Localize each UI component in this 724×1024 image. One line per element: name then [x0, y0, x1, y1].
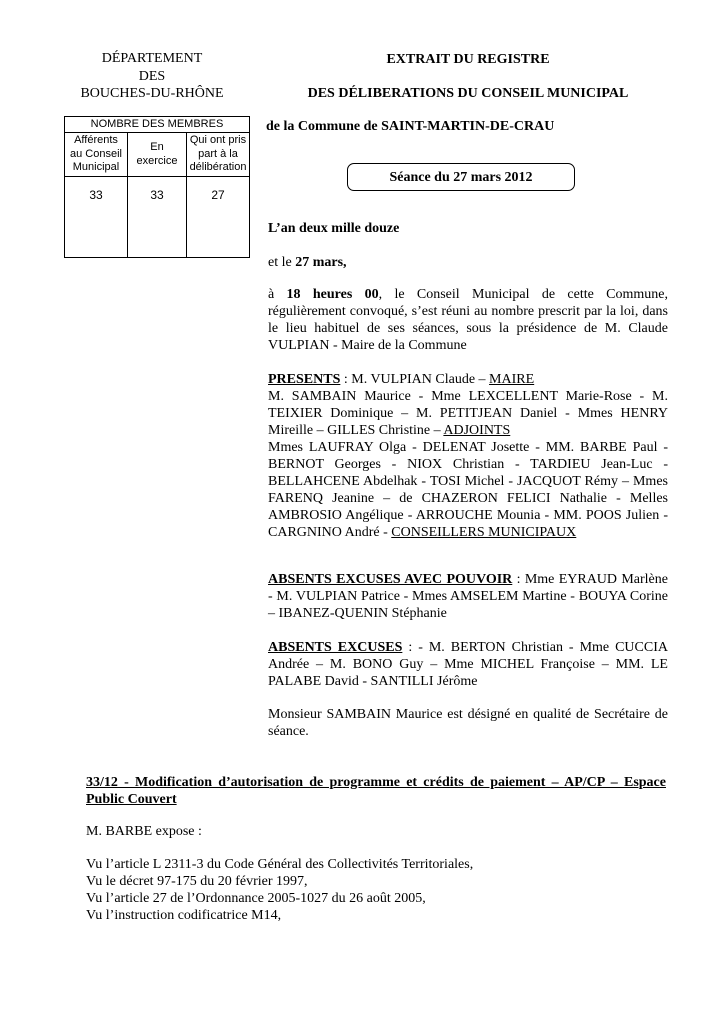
absents-pouvoir-paragraph: ABSENTS EXCUSES AVEC POUVOIR : Mme EYRAUD Marlène - M. VULPIAN Patrice - Mmes AMSELEM Martine - BOUYA Corine – IBANEZ-QUENIN Stéphanie — [268, 572, 668, 621]
department-line-1: DÉPARTEMENT — [101, 51, 203, 66]
absents-excuses-label: ABSENTS EXCUSES — [268, 640, 403, 655]
members-value-exercice: 33 — [128, 177, 187, 258]
members-col-afferents: Afférents au Conseil Municipal — [65, 133, 128, 177]
members-value-deliberation: 27 — [187, 177, 250, 258]
deliberation-title: 33/12 - Modification d’autorisation de programme et crédits de paiement – AP/CP – Espace Public Couvert — [86, 775, 666, 807]
department-header — [62, 50, 242, 103]
register-title-line-2: DES DÉLIBERATIONS DU CONSEIL MUNICIPAL — [307, 86, 629, 101]
register-title-line-1: EXTRAIT DU REGISTRE — [386, 52, 550, 67]
maire-role: MAIRE — [489, 372, 535, 387]
year-line: L’an deux mille douze — [268, 221, 400, 236]
date-line: et le 27 mars, — [268, 255, 347, 270]
vu-item: Vu l’instruction codificatrice M14, — [86, 908, 282, 923]
absents-excuses-paragraph: ABSENTS EXCUSES : - M. BERTON Christian - Mme CUCCIA Andrée – M. BONO Guy – Mme MICHEL Françoise – MM. LE PALABE David - SANTILLI Jérôme — [268, 640, 668, 689]
members-table-title: NOMBRE DES MEMBRES — [65, 117, 250, 133]
seance-box: Séance du 27 mars 2012 — [347, 163, 575, 191]
members-table — [64, 116, 250, 258]
members-col-exercice: En exercice — [128, 133, 187, 177]
conseillers-role: CONSEILLERS MUNICIPAUX — [391, 525, 577, 540]
absents-pouvoir-label: ABSENTS EXCUSES AVEC POUVOIR — [268, 572, 513, 587]
vu-item: Vu l’article 27 de l’Ordonnance 2005-1027 du 26 août 2005, — [86, 891, 426, 906]
register-title-line-3: de la Commune de SAINT-MARTIN-DE-CRAU — [266, 119, 555, 134]
expose-line: M. BARBE expose : — [86, 824, 202, 839]
department-line-3: BOUCHES-DU-RHÔNE — [80, 86, 224, 101]
members-col-deliberation: Qui ont pris part à la délibération — [187, 133, 250, 177]
vu-list — [86, 856, 666, 924]
adjoints-role: ADJOINTS — [443, 423, 511, 438]
presents-label: PRESENTS — [268, 372, 341, 387]
adjoints-list: M. SAMBAIN Maurice - Mme LEXCELLENT Marie-Rose - M. TEIXIER Dominique – M. PETITJEAN Daniel - Mmes HENRY Mireille – GILLES Christine – — [268, 389, 668, 438]
department-line-2: DES — [138, 68, 166, 84]
intro-paragraph: à 18 heures 00, le Conseil Municipal de cette Commune, régulièrement convoqué, s’est réuni au nombre prescrit par la loi, dans le lieu habituel de ses séances, sous la présidence de M. Claude VULPIAN - Maire de la Commune — [268, 287, 668, 353]
vu-item: Vu le décret 97-175 du 20 février 1997, — [86, 874, 308, 889]
conseillers-list: Mmes LAUFRAY Olga - DELENAT Josette - MM. BARBE Paul - BERNOT Georges - NIOX Christian - TARDIEU Jean-Luc - BELLAHCENE Abdelhak - TOSI Michel - JACQUOT Rémy – Mmes FARENQ Jeanine – de CHAZERON FELICI Nathalie - Melles AMBROSIO Angélique - ARROUCHE Mounia - MM. POOS Julien - CARGNINO André - — [268, 440, 668, 540]
vu-item: Vu l’article L 2311-3 du Code Général des Collectivités Territoriales, — [86, 857, 474, 872]
presents-paragraph: PRESENTS : M. VULPIAN Claude – MAIRE M. SAMBAIN Maurice - Mme LEXCELLENT Marie-Rose - M. TEIXIER Dominique – M. PETITJEAN Daniel - Mmes HENRY Mireille – GILLES Christine – ADJOINTS Mmes LAUFRAY Olga - DELENAT Josette - MM. BARBE Paul - BERNOT Georges - NIOX Christian - TARDIEU Jean-Luc - BELLAHCENE Abdelhak - TOSI Michel - JACQUOT Rémy – Mmes FARENQ Jeanine – de CHAZERON FELICI Nathalie - Melles AMBROSIO Angélique - ARROUCHE Mounia - MM. POOS Julien - CARGNINO André - CONSEILLERS MUNICIPAUX — [268, 372, 668, 540]
secretary-paragraph: Monsieur SAMBAIN Maurice est désigné en qualité de Secrétaire de séance. — [268, 707, 668, 739]
members-value-afferents: 33 — [65, 177, 128, 258]
